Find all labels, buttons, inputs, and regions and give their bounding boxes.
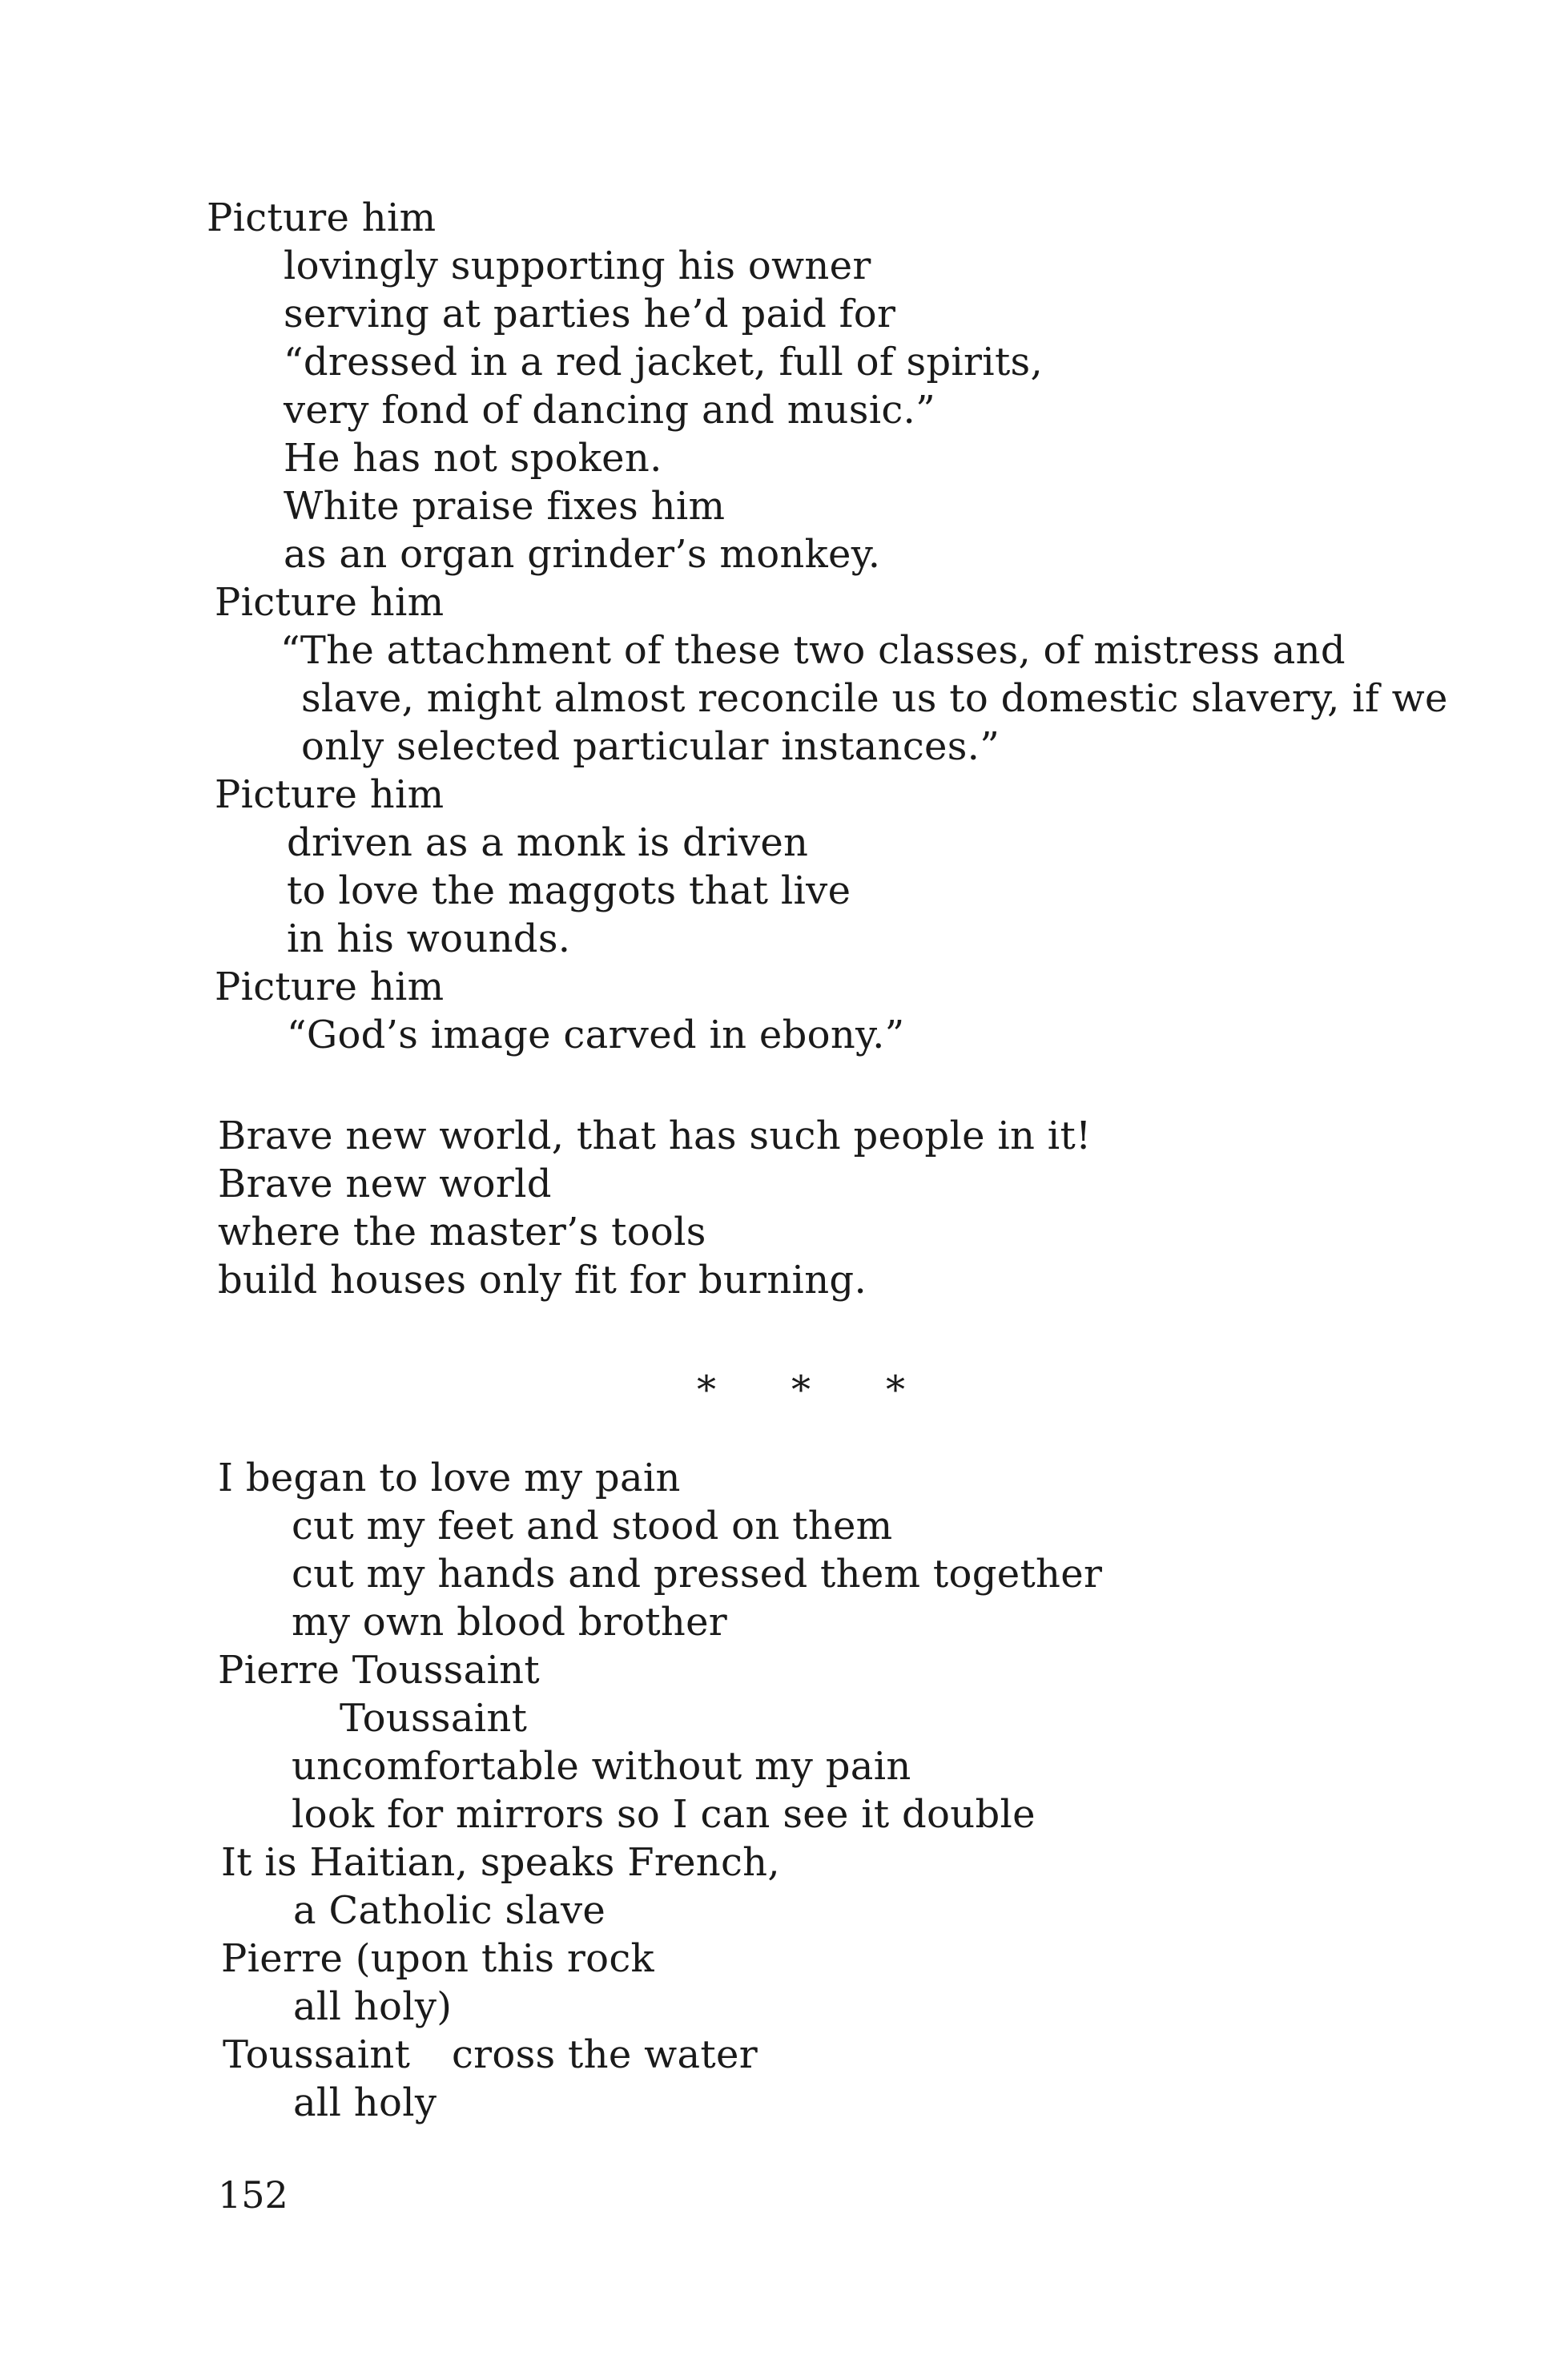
poem-line: to love the maggots that live <box>287 868 851 913</box>
poem-line: cross the water <box>452 2032 758 2077</box>
poem-line: Brave new world, that has such people in it! <box>218 1113 1092 1158</box>
poem-line: “The attachment of these two classes, of mistress and <box>280 628 1346 673</box>
poem-line: serving at parties he’d paid for <box>284 292 896 336</box>
poem-line: cut my hands and pressed them together <box>292 1552 1103 1597</box>
poem-line: He has not spoken. <box>284 436 662 481</box>
poem-line: build houses only fit for burning. <box>218 1258 867 1303</box>
poem-line: a Catholic slave <box>293 1888 606 1933</box>
poem-line: very fond of dancing and music.” <box>284 388 935 433</box>
asterisk: * <box>886 1367 905 1412</box>
poem-line: White praise fixes him <box>284 484 726 529</box>
poem-line: all holy <box>293 2080 437 2125</box>
poem-line: slave, might almost reconcile us to domestic slavery, if we <box>301 676 1448 721</box>
poem-line: “God’s image carved in ebony.” <box>287 1013 905 1057</box>
poem-line: Picture him <box>207 195 437 240</box>
page-number: 152 <box>218 2173 288 2217</box>
poem-line: Brave new world <box>218 1162 552 1206</box>
poem-line: my own blood brother <box>292 1600 728 1645</box>
poem-line: It is Haitian, speaks French, <box>221 1840 780 1885</box>
poem-line: Picture him <box>215 964 445 1009</box>
poem-line: uncomfortable without my pain <box>292 1744 911 1789</box>
poem-line: I began to love my pain <box>218 1456 681 1500</box>
poem-line: Picture him <box>215 772 445 817</box>
poem-line: Toussaint <box>223 2032 411 2077</box>
asterisk: * <box>791 1367 811 1412</box>
poem-line: in his wounds. <box>287 916 571 961</box>
poem-line: Toussaint <box>340 1696 528 1741</box>
poem-line: as an organ grinder’s monkey. <box>284 532 881 577</box>
poem-line: Pierre (upon this rock <box>221 1936 654 1981</box>
poem-line: driven as a monk is driven <box>287 820 809 865</box>
section-break <box>0 1366 1541 1414</box>
poem-line: “dressed in a red jacket, full of spirits, <box>284 340 1044 385</box>
poem-line: Picture him <box>215 580 445 625</box>
poem-line: cut my feet and stood on them <box>292 1504 893 1548</box>
poem-line: all holy) <box>293 1984 453 2029</box>
poem-line: Pierre Toussaint <box>218 1648 540 1693</box>
poem-line: where the master’s tools <box>218 1210 706 1254</box>
poem-line: look for mirrors so I can see it double <box>292 1792 1036 1837</box>
poem-line: lovingly supporting his owner <box>284 244 871 288</box>
poem-line: only selected particular instances.” <box>301 724 1000 769</box>
asterisk: * <box>697 1367 716 1412</box>
